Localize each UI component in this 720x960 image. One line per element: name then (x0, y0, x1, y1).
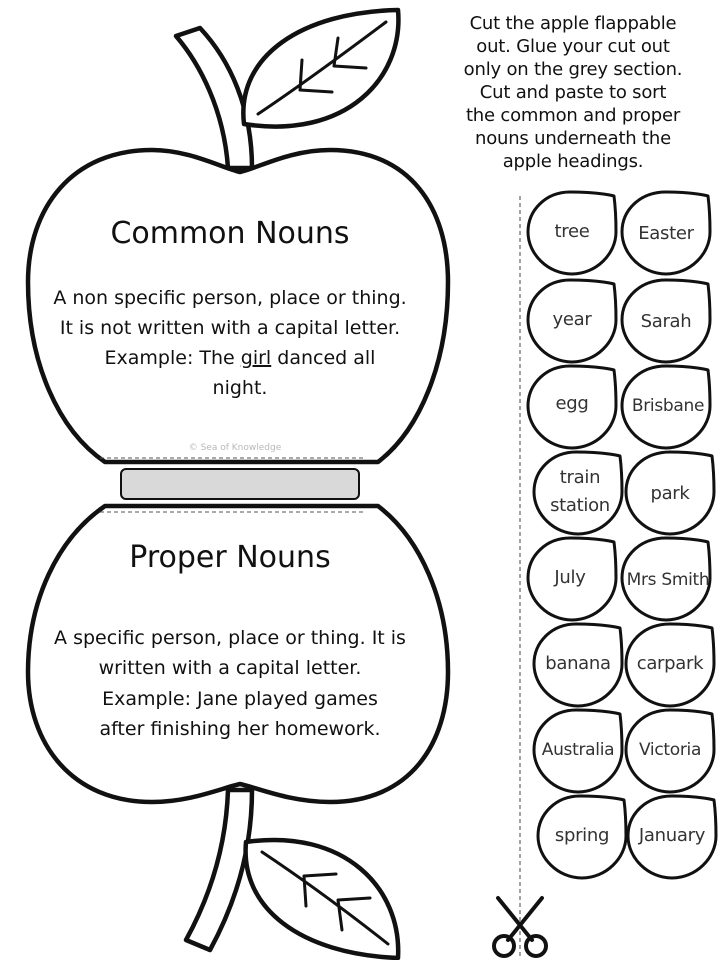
word-year[interactable]: year (552, 309, 592, 330)
example-underlined-word: girl (240, 347, 272, 369)
example-line: after finishing her homework. (99, 718, 381, 740)
word-mrs-smith[interactable]: Mrs Smith (626, 570, 710, 590)
glue-section (120, 468, 360, 500)
instruction-line: apple headings. (502, 151, 644, 172)
definition-line: written with a capital letter. (98, 657, 362, 679)
instruction-line: the common and proper (465, 105, 681, 126)
proper-nouns-example (80, 684, 400, 744)
word-park[interactable]: park (650, 483, 690, 504)
word-january[interactable]: January (638, 825, 706, 846)
word-brisbane[interactable]: Brisbane (631, 396, 705, 416)
common-nouns-definition (30, 283, 430, 343)
word-banana[interactable]: banana (545, 653, 611, 674)
word-spring[interactable]: spring (554, 825, 610, 846)
definition-line: A specific person, place or thing. It is (54, 627, 406, 649)
word-train-station[interactable] (536, 452, 624, 532)
word-easter[interactable]: Easter (638, 223, 694, 244)
common-nouns-title: Common Nouns (110, 216, 350, 251)
word-egg[interactable]: egg (555, 393, 589, 414)
proper-nouns-definition (30, 623, 430, 683)
word-station: station (550, 495, 610, 516)
example-line (80, 343, 400, 373)
instructions (448, 12, 698, 173)
top-stem (176, 28, 252, 168)
bottom-stem (186, 790, 252, 950)
instruction-line: Cut and paste to sort (479, 82, 667, 103)
word-carpark[interactable]: carpark (636, 653, 704, 674)
instruction-line: Cut the apple flappable (469, 13, 677, 34)
definition-line: A non specific person, place or thing. (53, 287, 407, 309)
word-victoria[interactable]: Victoria (638, 740, 702, 760)
common-nouns-example (80, 343, 400, 403)
word-train: train (559, 467, 601, 488)
word-tree[interactable]: tree (554, 221, 590, 242)
proper-nouns-title: Proper Nouns (129, 540, 331, 575)
word-australia[interactable]: Australia (541, 740, 615, 760)
word-sarah[interactable]: Sarah (640, 311, 692, 332)
definition-line: It is not written with a capital letter. (59, 317, 401, 339)
example-line: Example: Jane played games (102, 688, 378, 710)
example-suffix: danced all (271, 347, 376, 369)
instruction-line: nouns underneath the (475, 128, 671, 149)
word-july[interactable]: July (554, 567, 586, 588)
instruction-line: out. Glue your cut out (476, 36, 670, 57)
watermark: © Sea of Knowledge (188, 443, 282, 453)
example-line: night. (212, 377, 268, 399)
instruction-line: only on the grey section. (463, 59, 683, 80)
example-prefix: Example: The (104, 347, 241, 369)
